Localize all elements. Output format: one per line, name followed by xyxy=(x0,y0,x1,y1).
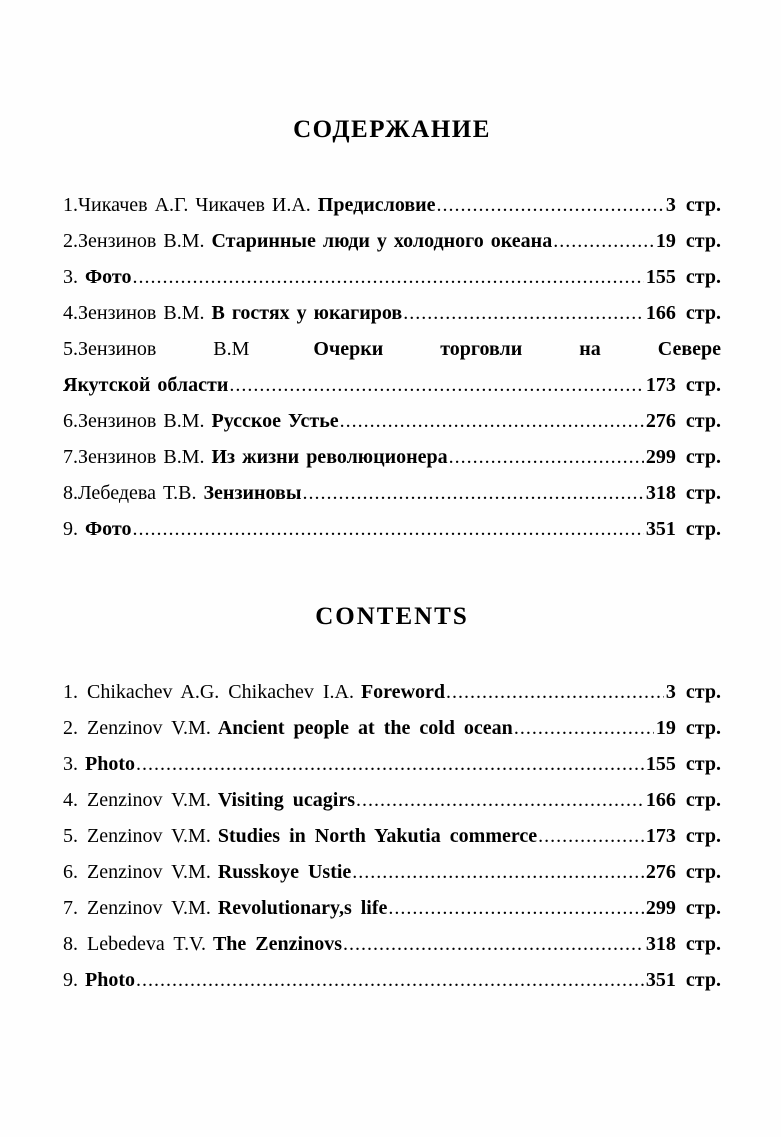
entry-page-suffix: стр. xyxy=(685,825,721,847)
entry-title: Russkoye Ustie xyxy=(217,861,352,883)
entry-title: Очерки торговли на Севере xyxy=(313,338,721,360)
entry-title: Photo xyxy=(85,753,135,775)
entry-page-suffix: стр. xyxy=(685,717,721,739)
toc-entry xyxy=(63,782,721,818)
entry-page: 19 xyxy=(655,230,676,252)
leader-dots xyxy=(553,223,654,259)
entry-title: Studies in North Yakutia commerce xyxy=(217,825,538,847)
entry-title: Visiting ucagirs xyxy=(217,789,355,811)
entry-title: Ancient people at the cold ocean xyxy=(217,717,513,739)
entry-page: 166 xyxy=(645,302,676,324)
entry-page: 155 xyxy=(645,266,676,288)
toc-entry xyxy=(63,187,721,223)
toc-entry xyxy=(63,674,721,710)
toc-entry xyxy=(63,475,721,511)
entry-page-suffix: стр. xyxy=(685,518,721,540)
entry-page-suffix: стр. xyxy=(685,302,721,324)
entry-page: 3 xyxy=(665,194,676,216)
entry-author: 5.Зензинов В.М xyxy=(63,338,250,360)
entry-page: 276 xyxy=(645,410,676,432)
entry-author: 2. Zenzinov V.M. xyxy=(63,717,211,739)
toc-section-english xyxy=(63,602,721,998)
entry-page: 3 xyxy=(665,681,676,703)
entry-page: 173 xyxy=(645,825,676,847)
toc-entry xyxy=(63,926,721,962)
entry-author: 8. Lebedeva T.V. xyxy=(63,933,206,955)
leader-dots xyxy=(388,890,644,926)
entry-page-suffix: стр. xyxy=(685,861,721,883)
entry-page: 351 xyxy=(645,969,676,991)
entry-page-suffix: стр. xyxy=(685,897,721,919)
entry-author: 7. Zenzinov V.M. xyxy=(63,897,211,919)
entry-title: Старинные люди у холодного океана xyxy=(211,230,553,252)
entry-title: Русское Устье xyxy=(211,410,339,432)
entry-page-suffix: стр. xyxy=(685,933,721,955)
entry-author: 6. Zenzinov V.M. xyxy=(63,861,211,883)
entry-page: 166 xyxy=(645,789,676,811)
entry-page: 318 xyxy=(645,933,676,955)
toc-entry xyxy=(63,439,721,475)
entry-author: 2.Зензинов В.М. xyxy=(63,230,205,252)
section-title-english: CONTENTS xyxy=(315,603,469,630)
toc-entry xyxy=(63,746,721,782)
toc-entry xyxy=(63,259,721,295)
entry-author: 4. Zenzinov V.M. xyxy=(63,789,211,811)
entry-title: Якутской области xyxy=(63,374,229,396)
entry-title: Предисловие xyxy=(317,194,436,216)
toc-entries-russian xyxy=(63,187,721,547)
entry-page: 318 xyxy=(645,482,676,504)
entry-title: Photo xyxy=(85,969,135,991)
entry-page-suffix: стр. xyxy=(685,230,721,252)
leader-dots xyxy=(356,782,644,818)
entry-page: 19 xyxy=(655,717,676,739)
leader-dots xyxy=(136,962,644,998)
entry-page-suffix: стр. xyxy=(685,374,721,396)
entry-author: 1. Chikachev A.G. Chikachev I.A. xyxy=(63,681,354,703)
leader-dots xyxy=(343,926,644,962)
toc-entry xyxy=(63,710,721,746)
toc-entry xyxy=(63,511,721,547)
leader-dots xyxy=(446,674,664,710)
entry-author: 8.Лебедева Т.В. xyxy=(63,482,197,504)
leader-dots xyxy=(229,367,644,403)
entry-author: 6.Зензинов В.М. xyxy=(63,410,205,432)
entry-page: 155 xyxy=(645,753,676,775)
entry-title: Фото xyxy=(85,518,132,540)
entry-title: Foreword xyxy=(360,681,446,703)
entry-title: Revolutionary,s life xyxy=(217,897,388,919)
leader-dots xyxy=(437,187,664,223)
toc-entry xyxy=(63,367,721,403)
leader-dots xyxy=(132,511,643,547)
entry-page-suffix: стр. xyxy=(685,446,721,468)
leader-dots xyxy=(340,403,644,439)
leader-dots xyxy=(449,439,644,475)
entry-page: 299 xyxy=(645,446,676,468)
entry-title: Зензиновы xyxy=(203,482,302,504)
toc-entry xyxy=(63,818,721,854)
entry-page: 173 xyxy=(645,374,676,396)
leader-dots xyxy=(514,710,654,746)
toc-entry xyxy=(63,223,721,259)
entry-author: 7.Зензинов В.М. xyxy=(63,446,205,468)
toc-entries-english xyxy=(63,674,721,998)
entry-title: В гостях у юкагиров xyxy=(211,302,403,324)
leader-dots xyxy=(352,854,644,890)
toc-entry xyxy=(63,890,721,926)
entry-page: 299 xyxy=(645,897,676,919)
leader-dots xyxy=(132,259,643,295)
leader-dots xyxy=(538,818,644,854)
toc-entry xyxy=(63,403,721,439)
toc-entry-wrapped-first-line xyxy=(63,331,721,367)
leader-dots xyxy=(136,746,644,782)
entry-page-suffix: стр. xyxy=(685,482,721,504)
entry-page: 351 xyxy=(645,518,676,540)
entry-author: 3. xyxy=(63,753,78,775)
entry-page-suffix: стр. xyxy=(685,753,721,775)
leader-dots xyxy=(403,295,644,331)
entry-author: 5. Zenzinov V.M. xyxy=(63,825,211,847)
toc-entry xyxy=(63,295,721,331)
entry-page-suffix: стр. xyxy=(685,266,721,288)
entry-author: 9. xyxy=(63,518,78,540)
entry-page-suffix: стр. xyxy=(685,194,721,216)
entry-page-suffix: стр. xyxy=(685,410,721,432)
entry-page-suffix: стр. xyxy=(685,789,721,811)
entry-page: 276 xyxy=(645,861,676,883)
leader-dots xyxy=(302,475,643,511)
entry-author: 3. xyxy=(63,266,78,288)
entry-author: 4.Зензинов В.М. xyxy=(63,302,205,324)
section-title-russian: СОДЕРЖАНИЕ xyxy=(293,116,491,143)
entry-title: The Zenzinovs xyxy=(212,933,342,955)
entry-author: 9. xyxy=(63,969,78,991)
toc-section-russian xyxy=(63,115,721,547)
entry-author: 1.Чикачев А.Г. Чикачев И.А. xyxy=(63,194,311,216)
toc-entry xyxy=(63,854,721,890)
entry-page-suffix: стр. xyxy=(685,969,721,991)
entry-page-suffix: стр. xyxy=(685,681,721,703)
toc-entry xyxy=(63,962,721,998)
entry-title: Из жизни революционера xyxy=(211,446,448,468)
entry-title: Фото xyxy=(85,266,132,288)
